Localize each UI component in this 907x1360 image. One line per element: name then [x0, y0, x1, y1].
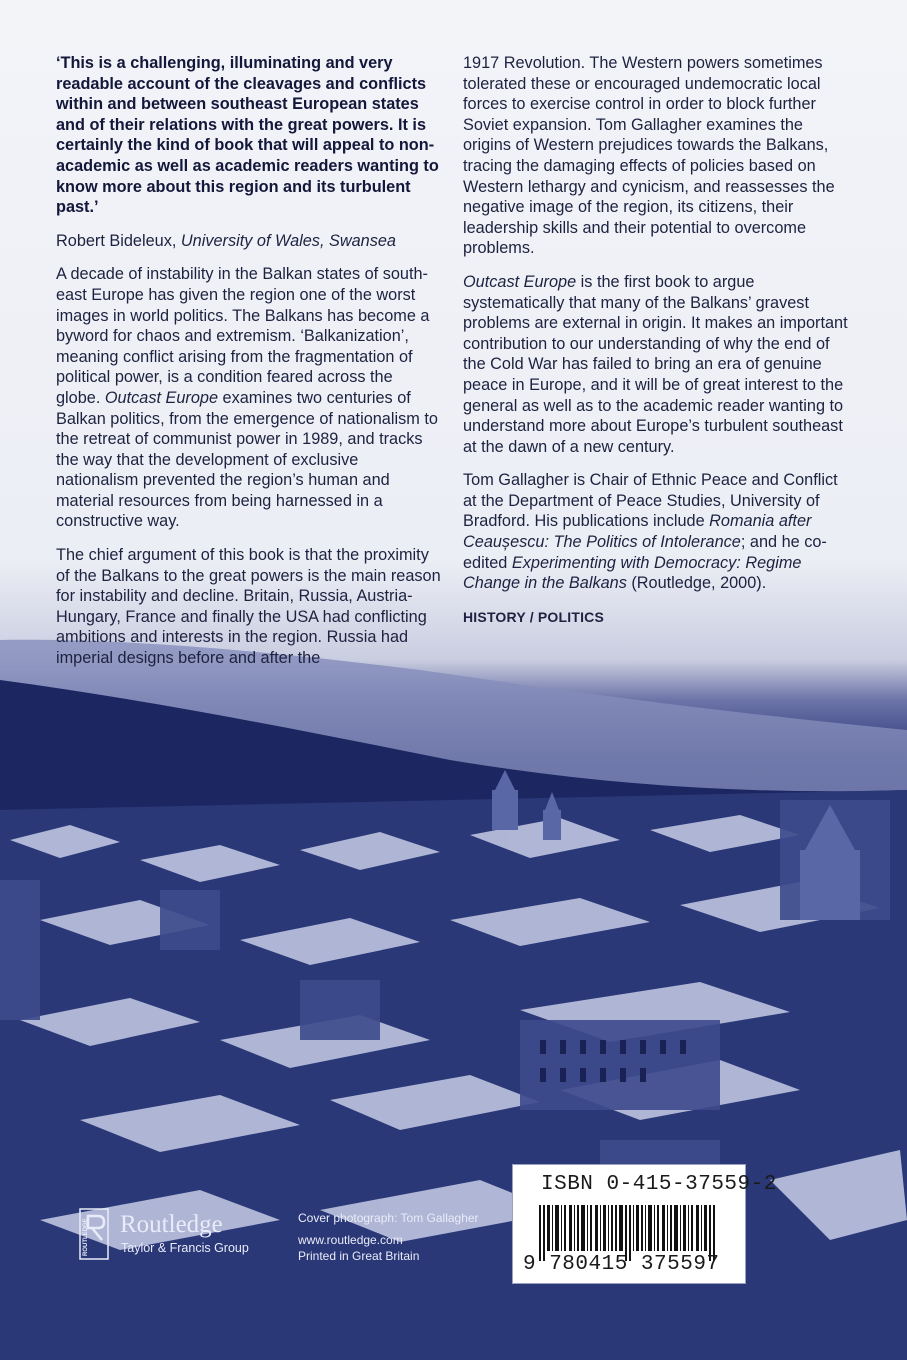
bio-text-b: ; and he co-edited — [463, 533, 827, 572]
bio-book-2: Experimenting with Democracy: Regime Change in the Balkans — [463, 553, 802, 593]
p1-text-a: A decade of instability in the Balkan states of south-east Europe has given the region one of the worst images in world politics. The Balkans has become a byword for chaos and extremism. ‘Balkanization’, meaning conflict arising from the fragmentation of political power, is a condition feared across the globe. — [56, 265, 430, 407]
p1-book-title: Outcast Europe — [104, 388, 219, 407]
description-paragraph-3 — [463, 272, 855, 457]
description-paragraph-2-continued: 1917 Revolution. The Western powers sometimes tolerated these or encouraged undemocratic local forces to exercise control in order to block further Soviet expansion. Tom Gallagher examines the origins of Western prejudices towards the Balkans, tracing the damaging effects of policies based on Western lethargy and cynicism, and reassesses the negative image of the region, its citizens, their leadership skills and their potential to overcome problems. — [463, 54, 835, 258]
p1-text-b: examines two centuries of Balkan politics, from the emergence of nationalism to the retreat of communist power in 1989, and tracks the way that the development of exclusive nationalism prevented the region’s human and material resources from being harnessed in a constructive way. — [56, 388, 438, 531]
p3-book-title: Outcast Europe — [463, 272, 577, 291]
emblem-text: ROUTLEDGE — [83, 1218, 89, 1256]
bio-text-a: Tom Gallagher is Chair of Ethnic Peace and Conflict at the Department of Peace Studies, University of Bradford. His publications include — [463, 471, 838, 531]
routledge-emblem-icon — [78, 1208, 110, 1260]
photo-credit: Cover photograph: Tom Gallagher — [298, 1211, 479, 1225]
subject-category: HISTORY / POLITICS — [463, 608, 605, 625]
p3-text: is the first book to argue systematically that many of the Balkans’ gravest problems are external in origin. It makes an important contribution to our understanding of why the end of the Cold War has failed to bring an era of genuine peace in Europe, and it will be of great interest to the general as well as to the academic reader wanting to understand more about Europe’s turbulent southeast at the dawn of a new century. — [463, 272, 848, 456]
quote-affiliation: University of Wales, Swansea — [180, 231, 396, 250]
description-paragraph-2: The chief argument of this book is that the proximity of the Balkans to the great powers is the main reason for instability and decline. Britain, Russia, Austria-Hungary, France and finally the USA had conflicting ambitions and interests in the region. Russia had imperial designs before and after the — [56, 546, 441, 668]
printed-in: Printed in Great Britain — [298, 1249, 420, 1263]
publisher-website: www.routledge.com — [298, 1233, 403, 1247]
publisher-group: Taylor & Francis Group — [121, 1241, 249, 1255]
author-bio — [463, 470, 855, 594]
isbn-barcode-box — [512, 1164, 777, 1284]
town-mass — [0, 790, 907, 1360]
isbn-label: ISBN 0-415-37559-2 — [541, 1173, 777, 1196]
description-paragraph-1 — [56, 264, 441, 532]
cover-credits — [298, 1210, 479, 1264]
quote-author: Robert Bideleux, — [56, 231, 181, 250]
quote-attribution — [56, 231, 441, 252]
bio-book-1: Romania after Ceaușescu: The Politics of Intolerance — [463, 512, 812, 552]
isbn-digits: 9 780415 375597 — [523, 1253, 720, 1276]
bio-text-c: (Routledge, 2000). — [626, 574, 767, 593]
publisher-name: Routledge — [120, 1211, 223, 1238]
right-column — [463, 53, 855, 640]
left-column — [56, 53, 441, 682]
review-quote: ‘This is a challenging, illuminating and very readable account of the cleavages and conflicts within and between southeast European states and of their relations with the great powers. It is certainly the kind of book that will appeal to non-academic as well as academic readers wanting to know more about this region and its turbulent past.’ — [56, 54, 439, 217]
